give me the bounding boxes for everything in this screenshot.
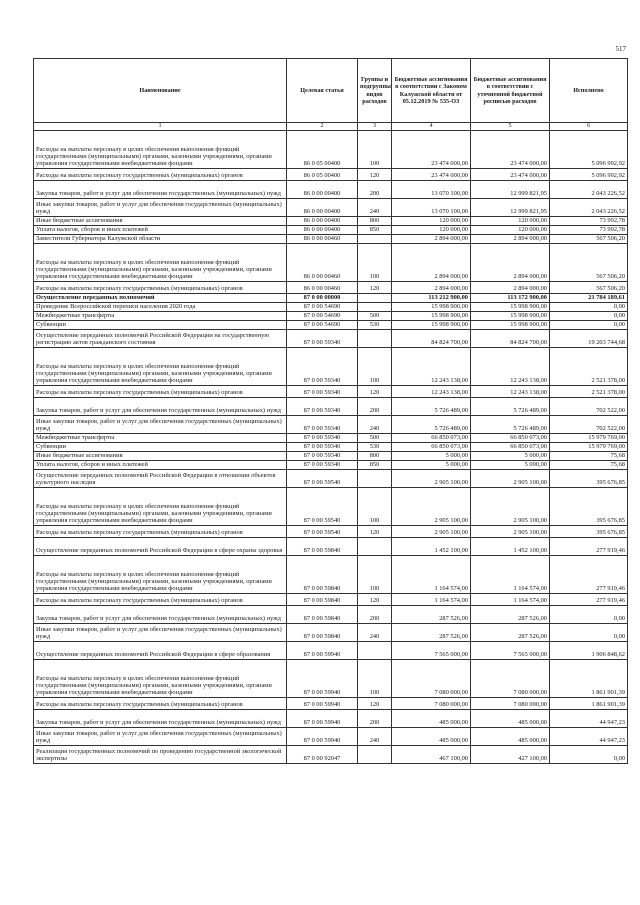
table-row [34, 320, 628, 329]
table-row [34, 727, 628, 745]
table-row [34, 234, 628, 243]
row-expense-group [358, 302, 392, 311]
row-name: Иные бюджетные ассигнования [34, 451, 287, 460]
row-refined-amount: 5 726 489,00 [471, 397, 550, 415]
row-target-code: 87 0 00 59840 [287, 623, 358, 641]
row-name: Расходы на выплаты персоналу государственных (муниципальных) органов [34, 697, 287, 709]
column-number: 6 [550, 123, 628, 131]
row-target-code: 86 0 00 00400 [287, 198, 358, 216]
row-executed-amount: 277 919,46 [550, 593, 628, 605]
row-law-amount: 485 000,00 [392, 727, 471, 745]
row-executed-amount: 0,00 [550, 745, 628, 763]
row-target-code: 87 0 00 59340 [287, 451, 358, 460]
row-law-amount: 485 000,00 [392, 709, 471, 727]
row-name: Проведение Всероссийской переписи населения 2020 года [34, 302, 287, 311]
row-expense-group [358, 293, 392, 302]
row-expense-group: 120 [358, 525, 392, 537]
row-name: Иные закупки товаров, работ и услуг для обеспечения государственных (муниципальных) нужд [34, 415, 287, 433]
row-law-amount: 287 526,00 [392, 605, 471, 623]
row-expense-group: 850 [358, 225, 392, 234]
row-target-code: 87 0 00 59840 [287, 537, 358, 555]
row-target-code: 86 0 00 00460 [287, 281, 358, 293]
row-executed-amount: 15 979 769,00 [550, 442, 628, 451]
row-law-amount: 23 474 000,00 [392, 130, 471, 168]
row-refined-amount: 113 172 900,00 [471, 293, 550, 302]
row-target-code: 87 0 00 59940 [287, 641, 358, 659]
row-executed-amount: 395 676,85 [550, 487, 628, 525]
row-executed-amount: 73 992,78 [550, 225, 628, 234]
budget-table [33, 58, 628, 764]
row-refined-amount: 7 080 000,00 [471, 697, 550, 709]
row-name: Осуществление переданных полномочий Российской Федерации на государственную регистрацию актов гражданского состояния [34, 329, 287, 347]
row-name: Иные закупки товаров, работ и услуг для обеспечения государственных (муниципальных) нужд [34, 727, 287, 745]
row-refined-amount: 66 850 073,00 [471, 433, 550, 442]
row-refined-amount: 12 999 821,95 [471, 180, 550, 198]
row-refined-amount: 1 164 574,00 [471, 593, 550, 605]
row-law-amount: 1 452 100,00 [392, 537, 471, 555]
row-refined-amount: 120 000,00 [471, 225, 550, 234]
row-name: Иные закупки товаров, работ и услуг для обеспечения государственных (муниципальных) нужд [34, 623, 287, 641]
row-target-code: 87 0 00 59340 [287, 397, 358, 415]
row-name: Расходы на выплаты персоналу в целях обеспечения выполнения функций государственными (муниципальными) органами, казенными учреждениями, органами управления государственными внебюджетными фондами [34, 243, 287, 281]
row-name: Иные закупки товаров, работ и услуг для обеспечения государственных (муниципальных) нужд [34, 198, 287, 216]
row-target-code: 87 0 00 92047 [287, 745, 358, 763]
row-name: Осуществление переданных полномочий Российской Федерации в сфере образования [34, 641, 287, 659]
row-expense-group: 500 [358, 433, 392, 442]
page-number: 517 [615, 45, 626, 53]
row-executed-amount: 21 784 189,61 [550, 293, 628, 302]
row-executed-amount: 395 676,85 [550, 469, 628, 487]
row-expense-group: 530 [358, 320, 392, 329]
row-target-code: 87 0 00 59940 [287, 709, 358, 727]
col-header-name: Наименование [34, 59, 287, 123]
row-name: Расходы на выплаты персоналу государственных (муниципальных) органов [34, 281, 287, 293]
row-executed-amount: 567 506,20 [550, 234, 628, 243]
row-refined-amount: 5 726 489,00 [471, 415, 550, 433]
row-refined-amount: 12 243 138,00 [471, 347, 550, 385]
row-refined-amount: 2 905 100,00 [471, 487, 550, 525]
row-expense-group: 200 [358, 180, 392, 198]
row-law-amount: 15 998 900,00 [392, 311, 471, 320]
row-refined-amount: 485 000,00 [471, 727, 550, 745]
table-row [34, 293, 628, 302]
row-executed-amount: 0,00 [550, 311, 628, 320]
row-law-amount: 66 850 073,00 [392, 442, 471, 451]
row-executed-amount: 0,00 [550, 605, 628, 623]
table-header-row [34, 59, 628, 123]
column-number: 2 [287, 123, 358, 131]
row-refined-amount: 66 850 073,00 [471, 442, 550, 451]
table-row [34, 605, 628, 623]
row-name: Уплата налогов, сборов и иных платежей [34, 460, 287, 469]
table-row [34, 451, 628, 460]
row-law-amount: 287 526,00 [392, 623, 471, 641]
row-target-code: 87 0 00 59340 [287, 433, 358, 442]
row-expense-group: 240 [358, 415, 392, 433]
row-refined-amount: 23 474 000,00 [471, 130, 550, 168]
row-expense-group: 200 [358, 709, 392, 727]
row-refined-amount: 7 565 000,00 [471, 641, 550, 659]
row-expense-group [358, 745, 392, 763]
row-name: Расходы на выплаты персоналу в целях обеспечения выполнения функций государственными (муниципальными) органами, казенными учреждениями, органами управления государственными внебюджетными фондами [34, 659, 287, 697]
row-name: Межбюджетные трансферты [34, 311, 287, 320]
row-name: Субвенции [34, 320, 287, 329]
row-target-code: 87 0 00 00000 [287, 293, 358, 302]
row-refined-amount: 1 164 574,00 [471, 555, 550, 593]
row-target-code: 87 0 00 59940 [287, 659, 358, 697]
row-expense-group: 100 [358, 555, 392, 593]
row-law-amount: 2 905 100,00 [392, 525, 471, 537]
row-target-code: 87 0 00 54690 [287, 311, 358, 320]
row-law-amount: 7 080 000,00 [392, 697, 471, 709]
row-executed-amount: 0,00 [550, 302, 628, 311]
row-law-amount: 12 243 138,00 [392, 347, 471, 385]
table-row [34, 469, 628, 487]
row-expense-group: 100 [358, 130, 392, 168]
row-executed-amount: 75,68 [550, 451, 628, 460]
row-executed-amount: 567 506,20 [550, 243, 628, 281]
row-refined-amount: 1 452 100,00 [471, 537, 550, 555]
row-expense-group: 240 [358, 727, 392, 745]
row-law-amount: 2 905 100,00 [392, 469, 471, 487]
row-expense-group: 100 [358, 659, 392, 697]
row-law-amount: 120 000,00 [392, 216, 471, 225]
row-refined-amount: 2 905 100,00 [471, 525, 550, 537]
row-refined-amount: 15 998 900,00 [471, 302, 550, 311]
row-name: Расходы на выплаты персоналу государственных (муниципальных) органов [34, 168, 287, 180]
row-expense-group: 500 [358, 311, 392, 320]
row-law-amount: 2 905 100,00 [392, 487, 471, 525]
row-expense-group [358, 234, 392, 243]
row-executed-amount: 567 506,20 [550, 281, 628, 293]
row-target-code: 87 0 00 59940 [287, 727, 358, 745]
table-row [34, 555, 628, 593]
row-refined-amount: 15 998 900,00 [471, 311, 550, 320]
col-header-refined: Бюджетные ассигнования в соответствии с уточненной бюджетной росписью расходов [471, 59, 550, 123]
table-row [34, 302, 628, 311]
column-number: 1 [34, 123, 287, 131]
row-target-code: 87 0 00 59340 [287, 347, 358, 385]
row-expense-group: 200 [358, 397, 392, 415]
table-row [34, 281, 628, 293]
row-executed-amount: 0,00 [550, 623, 628, 641]
table-row [34, 311, 628, 320]
row-name: Осуществление переданных полномочий Российской Федерации в отношении объектов культурного наследия [34, 469, 287, 487]
row-name: Закупка товаров, работ и услуг для обеспечения государственных (муниципальных) нужд [34, 605, 287, 623]
row-law-amount: 5 000,00 [392, 460, 471, 469]
row-expense-group [358, 329, 392, 347]
row-law-amount: 15 998 900,00 [392, 320, 471, 329]
column-number: 4 [392, 123, 471, 131]
row-executed-amount: 0,00 [550, 320, 628, 329]
row-law-amount: 13 070 100,00 [392, 180, 471, 198]
row-name: Межбюджетные трансферты [34, 433, 287, 442]
row-executed-amount: 1 861 901,39 [550, 697, 628, 709]
row-expense-group: 120 [358, 385, 392, 397]
table-row [34, 198, 628, 216]
row-executed-amount: 2 043 226,52 [550, 180, 628, 198]
row-law-amount: 23 474 000,00 [392, 168, 471, 180]
row-target-code: 86 0 05 00400 [287, 130, 358, 168]
row-refined-amount: 12 999 821,95 [471, 198, 550, 216]
row-expense-group [358, 641, 392, 659]
row-name: Закупка товаров, работ и услуг для обеспечения государственных (муниципальных) нужд [34, 180, 287, 198]
row-refined-amount: 2 894 000,00 [471, 234, 550, 243]
col-header-exec: Исполнено [550, 59, 628, 123]
table-row [34, 525, 628, 537]
row-refined-amount: 2 905 100,00 [471, 469, 550, 487]
row-name: Субвенции [34, 442, 287, 451]
row-refined-amount: 287 526,00 [471, 623, 550, 641]
row-expense-group: 120 [358, 281, 392, 293]
row-law-amount: 15 998 900,00 [392, 302, 471, 311]
row-executed-amount: 15 979 769,00 [550, 433, 628, 442]
row-name: Реализация государственных полномочий по проведению государственной экологической экспертизы [34, 745, 287, 763]
row-target-code: 87 0 00 59340 [287, 385, 358, 397]
row-target-code: 87 0 00 59340 [287, 329, 358, 347]
row-refined-amount: 287 526,00 [471, 605, 550, 623]
table-row [34, 168, 628, 180]
row-name: Уплата налогов, сборов и иных платежей [34, 225, 287, 234]
row-executed-amount: 277 919,46 [550, 555, 628, 593]
row-law-amount: 2 894 000,00 [392, 281, 471, 293]
row-executed-amount: 75,68 [550, 460, 628, 469]
row-target-code: 87 0 00 59840 [287, 593, 358, 605]
row-refined-amount: 15 998 900,00 [471, 320, 550, 329]
row-executed-amount: 5 096 992,92 [550, 130, 628, 168]
row-target-code: 87 0 00 59940 [287, 697, 358, 709]
row-target-code: 87 0 00 59840 [287, 555, 358, 593]
row-target-code: 87 0 00 54690 [287, 320, 358, 329]
row-executed-amount: 1 906 848,62 [550, 641, 628, 659]
table-body [34, 130, 628, 763]
row-expense-group: 120 [358, 168, 392, 180]
row-target-code: 86 0 05 00400 [287, 168, 358, 180]
row-law-amount: 467 100,00 [392, 745, 471, 763]
row-executed-amount: 2 521 378,00 [550, 385, 628, 397]
table-row [34, 216, 628, 225]
row-target-code: 87 0 00 59540 [287, 487, 358, 525]
row-refined-amount: 23 474 000,00 [471, 168, 550, 180]
table-row [34, 243, 628, 281]
row-name: Иные бюджетные ассигнования [34, 216, 287, 225]
table-row [34, 385, 628, 397]
row-refined-amount: 120 000,00 [471, 216, 550, 225]
row-name: Расходы на выплаты персоналу государственных (муниципальных) органов [34, 525, 287, 537]
column-number-row [34, 123, 628, 131]
column-number: 5 [471, 123, 550, 131]
row-name: Закупка товаров, работ и услуг для обеспечения государственных (муниципальных) нужд [34, 397, 287, 415]
row-executed-amount: 395 676,85 [550, 525, 628, 537]
table-row [34, 537, 628, 555]
row-law-amount: 1 164 574,00 [392, 555, 471, 593]
row-expense-group: 100 [358, 487, 392, 525]
row-law-amount: 5 726 489,00 [392, 397, 471, 415]
table-row [34, 460, 628, 469]
row-executed-amount: 44 947,23 [550, 709, 628, 727]
row-executed-amount: 702 522,00 [550, 397, 628, 415]
col-header-group: Группы и подгруппы видов расходов [358, 59, 392, 123]
row-expense-group: 800 [358, 451, 392, 460]
table-row [34, 415, 628, 433]
row-refined-amount: 427 100,00 [471, 745, 550, 763]
row-name: Закупка товаров, работ и услуг для обеспечения государственных (муниципальных) нужд [34, 709, 287, 727]
row-target-code: 87 0 00 59540 [287, 525, 358, 537]
table-row [34, 709, 628, 727]
row-name: Осуществление переданных полномочий [34, 293, 287, 302]
row-executed-amount: 19 203 744,68 [550, 329, 628, 347]
row-name: Расходы на выплаты персоналу в целях обеспечения выполнения функций государственными (муниципальными) органами, казенными учреждениями, органами управления государственными внебюджетными фондами [34, 347, 287, 385]
row-refined-amount: 84 824 700,00 [471, 329, 550, 347]
row-executed-amount: 702 522,00 [550, 415, 628, 433]
row-target-code: 86 0 00 00400 [287, 216, 358, 225]
row-expense-group: 120 [358, 593, 392, 605]
row-expense-group [358, 469, 392, 487]
table-row [34, 397, 628, 415]
row-target-code: 87 0 00 54690 [287, 302, 358, 311]
column-number: 3 [358, 123, 392, 131]
table-row [34, 225, 628, 234]
row-law-amount: 5 726 489,00 [392, 415, 471, 433]
row-expense-group: 100 [358, 347, 392, 385]
row-expense-group: 850 [358, 460, 392, 469]
row-law-amount: 2 894 000,00 [392, 234, 471, 243]
row-executed-amount: 2 043 226,52 [550, 198, 628, 216]
table-row [34, 641, 628, 659]
row-executed-amount: 5 096 992,92 [550, 168, 628, 180]
col-header-code: Целевая статья [287, 59, 358, 123]
row-executed-amount: 2 521 378,00 [550, 347, 628, 385]
row-name: Заместители Губернатора Калужской области [34, 234, 287, 243]
row-target-code: 87 0 00 59340 [287, 442, 358, 451]
table-row [34, 130, 628, 168]
table-row [34, 623, 628, 641]
row-name: Расходы на выплаты персоналу государственных (муниципальных) органов [34, 593, 287, 605]
row-target-code: 86 0 00 00400 [287, 225, 358, 234]
row-name: Расходы на выплаты персоналу государственных (муниципальных) органов [34, 385, 287, 397]
row-expense-group: 240 [358, 198, 392, 216]
row-name: Расходы на выплаты персоналу в целях обеспечения выполнения функций государственными (муниципальными) органами, казенными учреждениями, органами управления государственными внебюджетными фондами [34, 130, 287, 168]
row-refined-amount: 12 243 138,00 [471, 385, 550, 397]
row-expense-group: 800 [358, 216, 392, 225]
row-law-amount: 120 000,00 [392, 225, 471, 234]
row-law-amount: 66 850 073,00 [392, 433, 471, 442]
row-refined-amount: 5 000,00 [471, 451, 550, 460]
row-law-amount: 7 080 000,00 [392, 659, 471, 697]
table-row [34, 593, 628, 605]
row-target-code: 87 0 00 59340 [287, 415, 358, 433]
row-executed-amount: 277 919,46 [550, 537, 628, 555]
table-row [34, 329, 628, 347]
row-refined-amount: 485 000,00 [471, 709, 550, 727]
table-row [34, 697, 628, 709]
row-expense-group: 240 [358, 623, 392, 641]
row-refined-amount: 7 080 000,00 [471, 659, 550, 697]
table-row [34, 347, 628, 385]
table-row [34, 745, 628, 763]
row-target-code: 87 0 00 59340 [287, 460, 358, 469]
row-law-amount: 5 000,00 [392, 451, 471, 460]
table-row [34, 180, 628, 198]
row-expense-group: 120 [358, 697, 392, 709]
row-target-code: 87 0 00 59540 [287, 469, 358, 487]
row-target-code: 86 0 00 00460 [287, 234, 358, 243]
row-law-amount: 7 565 000,00 [392, 641, 471, 659]
row-executed-amount: 73 992,78 [550, 216, 628, 225]
row-law-amount: 113 212 900,00 [392, 293, 471, 302]
table-row [34, 442, 628, 451]
row-name: Осуществление переданных полномочий Российской Федерации в сфере охраны здоровья [34, 537, 287, 555]
row-refined-amount: 2 894 000,00 [471, 243, 550, 281]
row-expense-group [358, 537, 392, 555]
row-expense-group: 100 [358, 243, 392, 281]
row-law-amount: 2 894 000,00 [392, 243, 471, 281]
row-expense-group: 200 [358, 605, 392, 623]
row-name: Расходы на выплаты персоналу в целях обеспечения выполнения функций государственными (муниципальными) органами, казенными учреждениями, органами управления государственными внебюджетными фондами [34, 555, 287, 593]
table-row [34, 487, 628, 525]
row-executed-amount: 1 861 901,39 [550, 659, 628, 697]
row-executed-amount: 44 947,23 [550, 727, 628, 745]
row-refined-amount: 5 000,00 [471, 460, 550, 469]
row-expense-group: 530 [358, 442, 392, 451]
row-law-amount: 1 164 574,00 [392, 593, 471, 605]
row-target-code: 86 0 00 00400 [287, 180, 358, 198]
row-target-code: 86 0 00 00460 [287, 243, 358, 281]
row-law-amount: 12 243 138,00 [392, 385, 471, 397]
table-row [34, 433, 628, 442]
col-header-law: Бюджетные ассигнования в соответствии с Законом Калужской области от 05.12.2019 № 535-ОЗ [392, 59, 471, 123]
row-law-amount: 13 070 100,00 [392, 198, 471, 216]
table-row [34, 659, 628, 697]
row-target-code: 87 0 00 59840 [287, 605, 358, 623]
row-law-amount: 84 824 700,00 [392, 329, 471, 347]
row-refined-amount: 2 894 000,00 [471, 281, 550, 293]
row-name: Расходы на выплаты персоналу в целях обеспечения выполнения функций государственными (муниципальными) органами, казенными учреждениями, органами управления государственными внебюджетными фондами [34, 487, 287, 525]
